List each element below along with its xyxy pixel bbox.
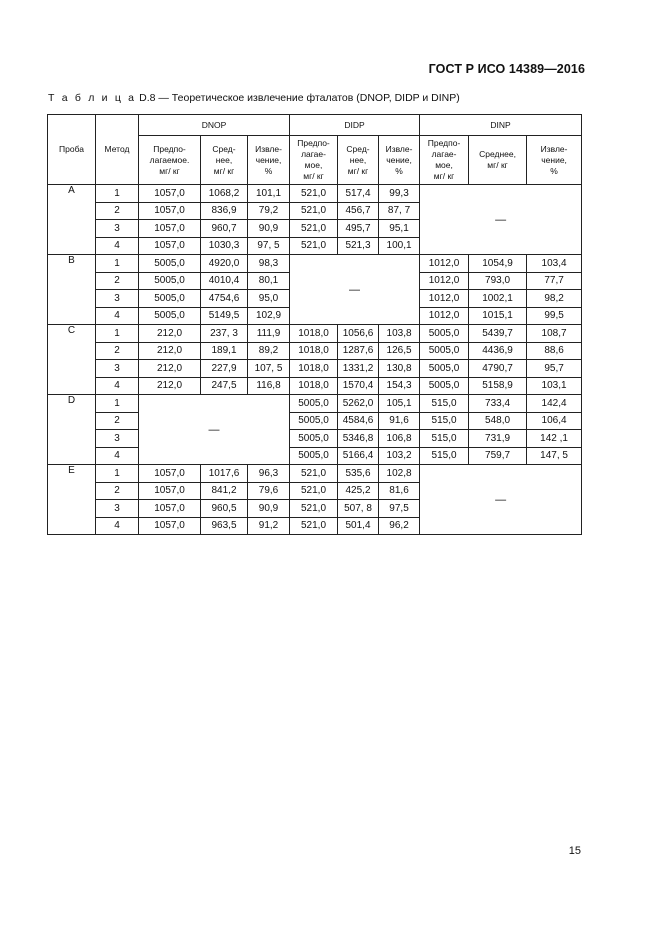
subheader-dnop-2: Извле- чение, % xyxy=(248,136,290,185)
method-cell: 3 xyxy=(96,430,139,448)
dnop-value-cell: 95,0 xyxy=(248,290,290,308)
didp-value-cell: 1018,0 xyxy=(290,342,338,360)
dnop-value-cell: 4920,0 xyxy=(201,255,248,273)
didp-value-cell: 5166,4 xyxy=(338,447,379,465)
dinp-value-cell: 147, 5 xyxy=(527,447,582,465)
dinp-value-cell: 1015,1 xyxy=(469,307,527,325)
didp-value-cell: 102,8 xyxy=(379,465,420,483)
dnop-value-cell: 91,2 xyxy=(248,517,290,535)
didp-value-cell: 99,3 xyxy=(379,185,420,203)
dnop-value-cell: 90,9 xyxy=(248,500,290,518)
dnop-value-cell: 1057,0 xyxy=(139,465,201,483)
dinp-value-cell: 1054,9 xyxy=(469,255,527,273)
dnop-value-cell: 102,9 xyxy=(248,307,290,325)
table-row xyxy=(48,360,582,378)
dnop-value-cell: 212,0 xyxy=(139,360,201,378)
didp-value-cell: 87, 7 xyxy=(379,202,420,220)
subheader-dinp-1: Среднее, мг/ кг xyxy=(469,136,527,185)
didp-value-cell: 96,2 xyxy=(379,517,420,535)
method-cell: 1 xyxy=(96,325,139,343)
method-cell: 3 xyxy=(96,500,139,518)
dinp-value-cell: 515,0 xyxy=(420,395,469,413)
dnop-value-cell: 227,9 xyxy=(201,360,248,378)
standard-title: ГОСТ Р ИСО 14389—2016 xyxy=(428,62,585,76)
didp-value-cell: 1018,0 xyxy=(290,377,338,395)
header-dnop: DNOP xyxy=(139,115,290,136)
dnop-value-cell: 90,9 xyxy=(248,220,290,238)
dnop-value-cell: 1057,0 xyxy=(139,500,201,518)
method-cell: 2 xyxy=(96,482,139,500)
dinp-value-cell: 1002,1 xyxy=(469,290,527,308)
dnop-value-cell: 212,0 xyxy=(139,377,201,395)
table-row xyxy=(48,255,582,273)
dinp-value-cell: 793,0 xyxy=(469,272,527,290)
dinp-value-cell: 95,7 xyxy=(527,360,582,378)
dnop-value-cell: 212,0 xyxy=(139,325,201,343)
table-row xyxy=(48,325,582,343)
dinp-value-cell: 88,6 xyxy=(527,342,582,360)
method-cell: 3 xyxy=(96,290,139,308)
sample-cell: A xyxy=(48,185,96,255)
sample-cell: E xyxy=(48,465,96,535)
dnop-value-cell: 189,1 xyxy=(201,342,248,360)
dinp-value-cell: 733,4 xyxy=(469,395,527,413)
didp-value-cell: 103,2 xyxy=(379,447,420,465)
dnop-value-cell: 841,2 xyxy=(201,482,248,500)
didp-value-cell: 1018,0 xyxy=(290,325,338,343)
dnop-value-cell: 4010,4 xyxy=(201,272,248,290)
didp-value-cell: 5005,0 xyxy=(290,447,338,465)
didp-value-cell: 103,8 xyxy=(379,325,420,343)
table-row xyxy=(48,412,582,430)
not-applicable-cell: — xyxy=(420,185,582,255)
dnop-value-cell: 1057,0 xyxy=(139,482,201,500)
didp-value-cell: 95,1 xyxy=(379,220,420,238)
didp-value-cell: 521,0 xyxy=(290,517,338,535)
subheader-didp-1: Сред- нее, мг/ кг xyxy=(338,136,379,185)
dnop-value-cell: 5005,0 xyxy=(139,255,201,273)
didp-value-cell: 5005,0 xyxy=(290,395,338,413)
subheader-dinp-0: Предпо- лагае- мое, мг/ кг xyxy=(420,136,469,185)
didp-value-cell: 507, 8 xyxy=(338,500,379,518)
not-applicable-cell: — xyxy=(420,465,582,535)
method-cell: 4 xyxy=(96,517,139,535)
table-row xyxy=(48,377,582,395)
dinp-value-cell: 1012,0 xyxy=(420,290,469,308)
dnop-value-cell: 89,2 xyxy=(248,342,290,360)
didp-value-cell: 1018,0 xyxy=(290,360,338,378)
didp-value-cell: 1570,4 xyxy=(338,377,379,395)
dnop-value-cell: 1057,0 xyxy=(139,220,201,238)
dinp-value-cell: 548,0 xyxy=(469,412,527,430)
didp-value-cell: 91,6 xyxy=(379,412,420,430)
subheader-dnop-1: Сред- нее, мг/ кг xyxy=(201,136,248,185)
didp-value-cell: 106,8 xyxy=(379,430,420,448)
didp-value-cell: 154,3 xyxy=(379,377,420,395)
dnop-value-cell: 960,5 xyxy=(201,500,248,518)
dnop-value-cell: 101,1 xyxy=(248,185,290,203)
dinp-value-cell: 1012,0 xyxy=(420,255,469,273)
dinp-value-cell: 142,4 xyxy=(527,395,582,413)
method-cell: 4 xyxy=(96,307,139,325)
dinp-value-cell: 103,1 xyxy=(527,377,582,395)
table-caption xyxy=(48,92,460,104)
dinp-value-cell: 5158,9 xyxy=(469,377,527,395)
didp-value-cell: 5005,0 xyxy=(290,430,338,448)
dinp-value-cell: 1012,0 xyxy=(420,272,469,290)
dinp-value-cell: 515,0 xyxy=(420,430,469,448)
didp-value-cell: 130,8 xyxy=(379,360,420,378)
dnop-value-cell: 1057,0 xyxy=(139,185,201,203)
didp-value-cell: 126,5 xyxy=(379,342,420,360)
caption-text: D.8 — Теоретическое извлечение фталатов (DNOP, DIDP и DINP) xyxy=(136,92,460,104)
header-method: Метод xyxy=(96,115,139,185)
dnop-value-cell: 1057,0 xyxy=(139,237,201,255)
didp-value-cell: 521,0 xyxy=(290,237,338,255)
dnop-value-cell: 5005,0 xyxy=(139,290,201,308)
method-cell: 4 xyxy=(96,377,139,395)
didp-value-cell: 495,7 xyxy=(338,220,379,238)
didp-value-cell: 521,3 xyxy=(338,237,379,255)
didp-value-cell: 521,0 xyxy=(290,185,338,203)
didp-value-cell: 97,5 xyxy=(379,500,420,518)
subheader-dnop-0: Предпо- лагаемое. мг/ кг xyxy=(139,136,201,185)
method-cell: 4 xyxy=(96,447,139,465)
didp-value-cell: 1056,6 xyxy=(338,325,379,343)
header-dinp: DINP xyxy=(420,115,582,136)
dnop-value-cell: 98,3 xyxy=(248,255,290,273)
dnop-value-cell: 111,9 xyxy=(248,325,290,343)
page-number: 15 xyxy=(568,845,581,857)
dnop-value-cell: 1057,0 xyxy=(139,202,201,220)
dnop-value-cell: 79,6 xyxy=(248,482,290,500)
dinp-value-cell: 4790,7 xyxy=(469,360,527,378)
didp-value-cell: 521,0 xyxy=(290,465,338,483)
dnop-value-cell: 79,2 xyxy=(248,202,290,220)
not-applicable-cell: — xyxy=(139,395,290,465)
phthalate-recovery-table xyxy=(47,114,582,535)
dnop-value-cell: 836,9 xyxy=(201,202,248,220)
didp-value-cell: 81,6 xyxy=(379,482,420,500)
header-sample: Проба xyxy=(48,115,96,185)
method-cell: 2 xyxy=(96,342,139,360)
dnop-value-cell: 963,5 xyxy=(201,517,248,535)
not-applicable-cell: — xyxy=(290,255,420,325)
dinp-value-cell: 731,9 xyxy=(469,430,527,448)
dinp-value-cell: 515,0 xyxy=(420,447,469,465)
didp-value-cell: 517,4 xyxy=(338,185,379,203)
dinp-value-cell: 77,7 xyxy=(527,272,582,290)
caption-label: Т а б л и ц а xyxy=(48,92,137,104)
dinp-value-cell: 103,4 xyxy=(527,255,582,273)
didp-value-cell: 521,0 xyxy=(290,220,338,238)
dinp-value-cell: 5005,0 xyxy=(420,325,469,343)
dinp-value-cell: 108,7 xyxy=(527,325,582,343)
didp-value-cell: 456,7 xyxy=(338,202,379,220)
method-cell: 3 xyxy=(96,220,139,238)
method-cell: 1 xyxy=(96,255,139,273)
sample-cell: C xyxy=(48,325,96,395)
didp-value-cell: 4584,6 xyxy=(338,412,379,430)
method-cell: 2 xyxy=(96,412,139,430)
dinp-value-cell: 5005,0 xyxy=(420,377,469,395)
dnop-value-cell: 80,1 xyxy=(248,272,290,290)
sample-cell: B xyxy=(48,255,96,325)
sample-cell: D xyxy=(48,395,96,465)
method-cell: 1 xyxy=(96,465,139,483)
dnop-value-cell: 237, 3 xyxy=(201,325,248,343)
didp-value-cell: 100,1 xyxy=(379,237,420,255)
didp-value-cell: 5262,0 xyxy=(338,395,379,413)
dinp-value-cell: 1012,0 xyxy=(420,307,469,325)
method-cell: 2 xyxy=(96,202,139,220)
dnop-value-cell: 5005,0 xyxy=(139,272,201,290)
didp-value-cell: 521,0 xyxy=(290,202,338,220)
dnop-value-cell: 107, 5 xyxy=(248,360,290,378)
method-cell: 1 xyxy=(96,395,139,413)
method-cell: 4 xyxy=(96,237,139,255)
dnop-value-cell: 960,7 xyxy=(201,220,248,238)
didp-value-cell: 425,2 xyxy=(338,482,379,500)
dinp-value-cell: 142 ,1 xyxy=(527,430,582,448)
dinp-value-cell: 4436,9 xyxy=(469,342,527,360)
dinp-value-cell: 99,5 xyxy=(527,307,582,325)
table-row xyxy=(48,465,582,483)
dnop-value-cell: 1057,0 xyxy=(139,517,201,535)
didp-value-cell: 521,0 xyxy=(290,482,338,500)
didp-value-cell: 521,0 xyxy=(290,500,338,518)
dnop-value-cell: 97, 5 xyxy=(248,237,290,255)
didp-value-cell: 5346,8 xyxy=(338,430,379,448)
dnop-value-cell: 4754,6 xyxy=(201,290,248,308)
dinp-value-cell: 515,0 xyxy=(420,412,469,430)
dnop-value-cell: 5149,5 xyxy=(201,307,248,325)
dinp-value-cell: 106,4 xyxy=(527,412,582,430)
didp-value-cell: 105,1 xyxy=(379,395,420,413)
table-row xyxy=(48,342,582,360)
header-didp: DIDP xyxy=(290,115,420,136)
table-row xyxy=(48,447,582,465)
dnop-value-cell: 116,8 xyxy=(248,377,290,395)
dinp-value-cell: 5005,0 xyxy=(420,342,469,360)
dnop-value-cell: 1030,3 xyxy=(201,237,248,255)
table-row xyxy=(48,395,582,413)
dnop-value-cell: 1017,6 xyxy=(201,465,248,483)
method-cell: 3 xyxy=(96,360,139,378)
didp-value-cell: 1287,6 xyxy=(338,342,379,360)
dnop-value-cell: 96,3 xyxy=(248,465,290,483)
didp-value-cell: 535,6 xyxy=(338,465,379,483)
dinp-value-cell: 759,7 xyxy=(469,447,527,465)
dnop-value-cell: 247,5 xyxy=(201,377,248,395)
didp-value-cell: 501,4 xyxy=(338,517,379,535)
table-row xyxy=(48,185,582,203)
dnop-value-cell: 5005,0 xyxy=(139,307,201,325)
subheader-didp-2: Извле- чение, % xyxy=(379,136,420,185)
method-cell: 2 xyxy=(96,272,139,290)
table-row xyxy=(48,430,582,448)
dnop-value-cell: 212,0 xyxy=(139,342,201,360)
method-cell: 1 xyxy=(96,185,139,203)
didp-value-cell: 5005,0 xyxy=(290,412,338,430)
dinp-value-cell: 5005,0 xyxy=(420,360,469,378)
dinp-value-cell: 5439,7 xyxy=(469,325,527,343)
didp-value-cell: 1331,2 xyxy=(338,360,379,378)
subheader-didp-0: Предпо- лагае- мое, мг/ кг xyxy=(290,136,338,185)
dnop-value-cell: 1068,2 xyxy=(201,185,248,203)
subheader-dinp-2: Извле- чение, % xyxy=(527,136,582,185)
dinp-value-cell: 98,2 xyxy=(527,290,582,308)
